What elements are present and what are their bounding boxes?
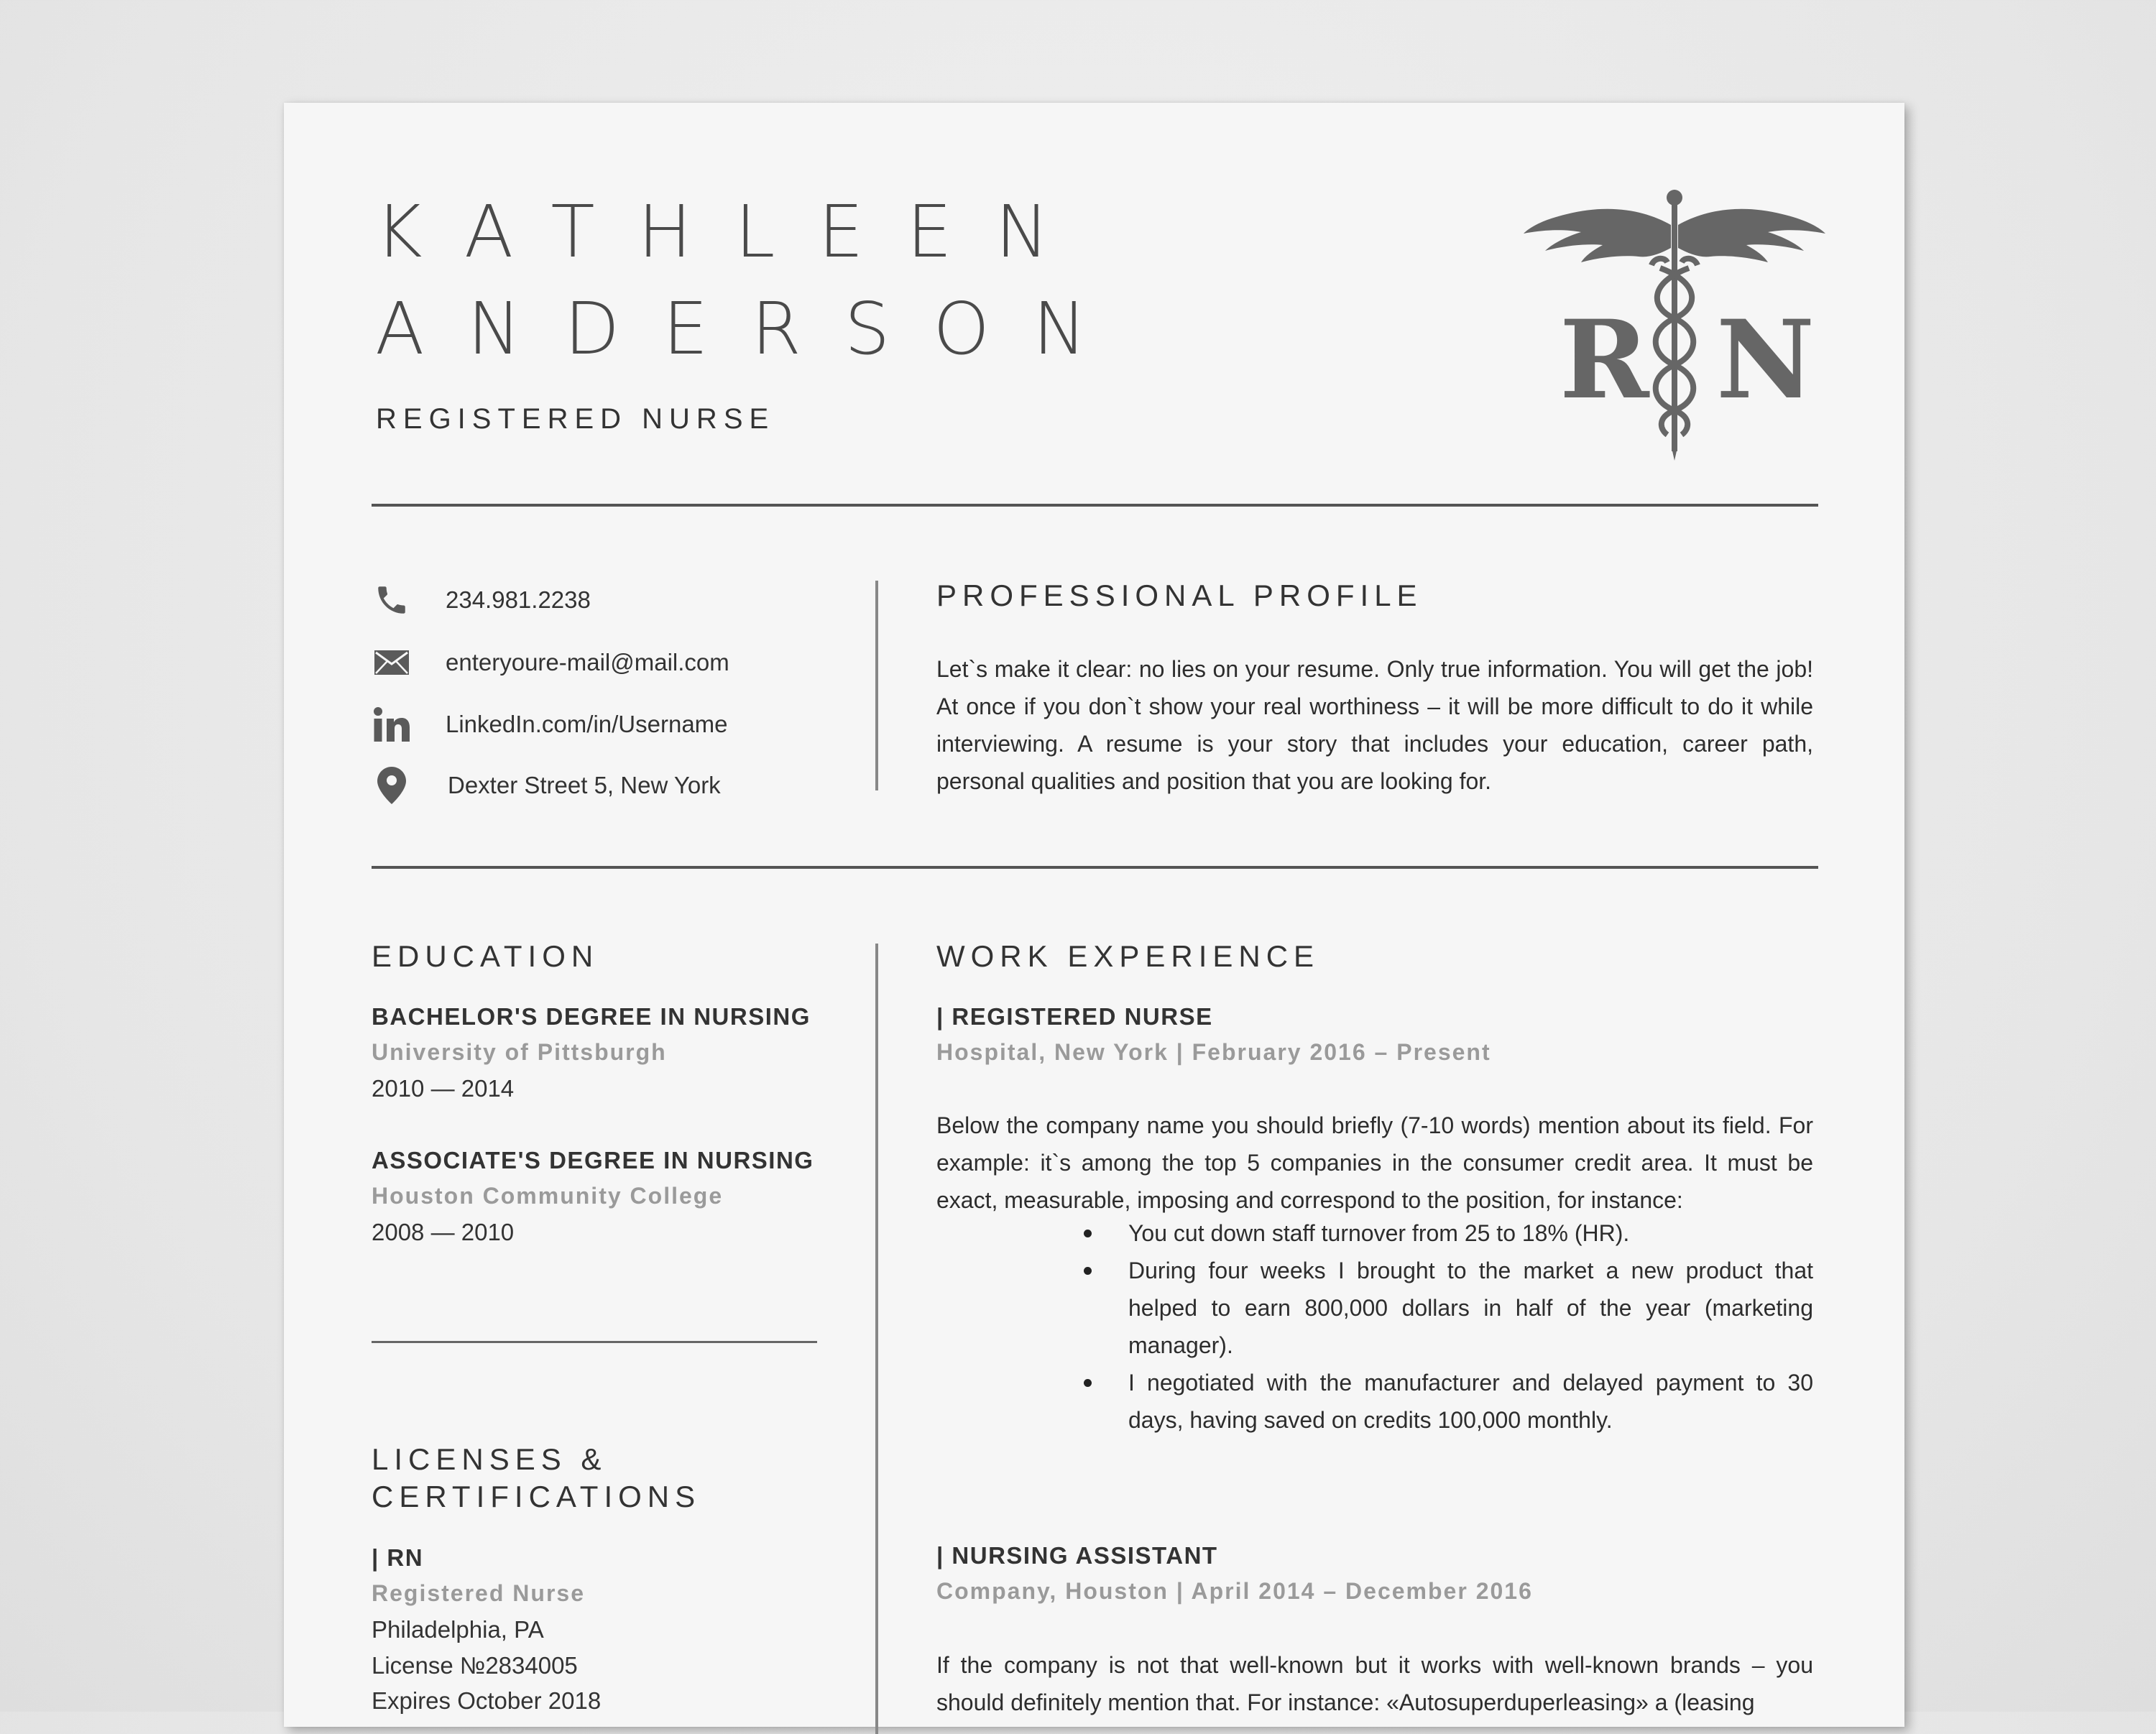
linkedin-icon (370, 704, 413, 744)
experience-heading: WORK EXPERIENCE (936, 939, 1320, 973)
contact-email (370, 642, 729, 683)
location-pin-icon (370, 765, 413, 806)
contact-address (370, 765, 721, 806)
license-number: License №2834005 (372, 1652, 578, 1679)
logo-letter-n: N (1716, 297, 1815, 423)
phone-text: 234.981.2238 (446, 586, 591, 613)
contact-profile-divider (875, 581, 878, 790)
logo-letter-r: R (1560, 297, 1649, 423)
list-item: During four weeks I brought to the market a new product that helped to earn 800,000 dollars in half of the year (marketing manager). (1128, 1252, 1813, 1364)
linkedin-text: LinkedIn.com/in/Username (446, 711, 728, 737)
education-degree: ASSOCIATE'S DEGREE IN NURSING (372, 1147, 814, 1173)
education-years: 2008 — 2010 (372, 1219, 515, 1245)
address-text: Dexter Street 5, New York (448, 772, 721, 798)
licenses-heading-line2: CERTIFICATIONS (372, 1480, 701, 1513)
license-location: Philadelphia, PA (372, 1616, 544, 1643)
license-subtitle: Registered Nurse (372, 1580, 585, 1606)
email-text: enteryoure-mail@mail.com (446, 649, 729, 675)
list-item: You cut down staff turnover from 25 to 18% (HR). (1128, 1214, 1813, 1252)
phone-icon (370, 580, 413, 620)
job-bullets (1128, 1214, 1813, 1439)
education-school: Houston Community College (372, 1183, 724, 1209)
resume-page (284, 103, 1904, 1727)
education-years: 2010 — 2014 (372, 1075, 515, 1102)
rn-caduceus-logo (1524, 182, 1825, 462)
profile-heading: PROFESSIONAL PROFILE (936, 578, 1423, 612)
license-expires: Expires October 2018 (372, 1687, 602, 1714)
job-meta: Company, Houston | April 2014 – December 2016 (936, 1578, 1533, 1604)
job-title: REGISTERED NURSE (376, 403, 775, 435)
licenses-heading: LICENSES & (372, 1442, 607, 1476)
job-title: | NURSING ASSISTANT (936, 1542, 1218, 1569)
education-divider (372, 1341, 817, 1343)
job-description: Below the company name you should briefly (7-10 words) mention about its field. For example: it`s among the top 5 companies in the consumer credit area. It must be exact, measurable, imposing and correspond to the position, for instance: (936, 1112, 1813, 1213)
list-item: I negotiated with the manufacturer and delayed payment to 30 days, having saved on credits 100,000 monthly. (1128, 1364, 1813, 1439)
license-title: | RN (372, 1544, 424, 1571)
header-divider (372, 504, 1818, 507)
envelope-icon (370, 642, 413, 683)
contact-phone (370, 580, 591, 620)
profile-text: Let`s make it clear: no lies on your resume. Only true information. You will get the job! At once if you don`t show your real worthiness – it will be more difficult to do it while interviewing. A resume is your story that includes your education, career path, personal qualities and position that you are looking for. (936, 656, 1813, 794)
column-divider (875, 944, 878, 1734)
education-school: University of Pittsburgh (372, 1039, 667, 1065)
education-heading: EDUCATION (372, 939, 599, 973)
education-degree: BACHELOR'S DEGREE IN NURSING (372, 1003, 811, 1030)
last-name: ANDERSON (375, 287, 1130, 371)
caduceus-icon (1524, 182, 1825, 462)
contact-linkedin (370, 704, 728, 744)
first-name: KATHLEEN (375, 190, 1092, 274)
job-title: | REGISTERED NURSE (936, 1003, 1213, 1030)
job-description: If the company is not that well-known but it works with well-known brands – you should definitely mention that. For instance: «Autosuperduperleasing» a (leasing (936, 1652, 1813, 1715)
section-divider (372, 866, 1818, 869)
job-meta: Hospital, New York | February 2016 – Present (936, 1039, 1491, 1065)
